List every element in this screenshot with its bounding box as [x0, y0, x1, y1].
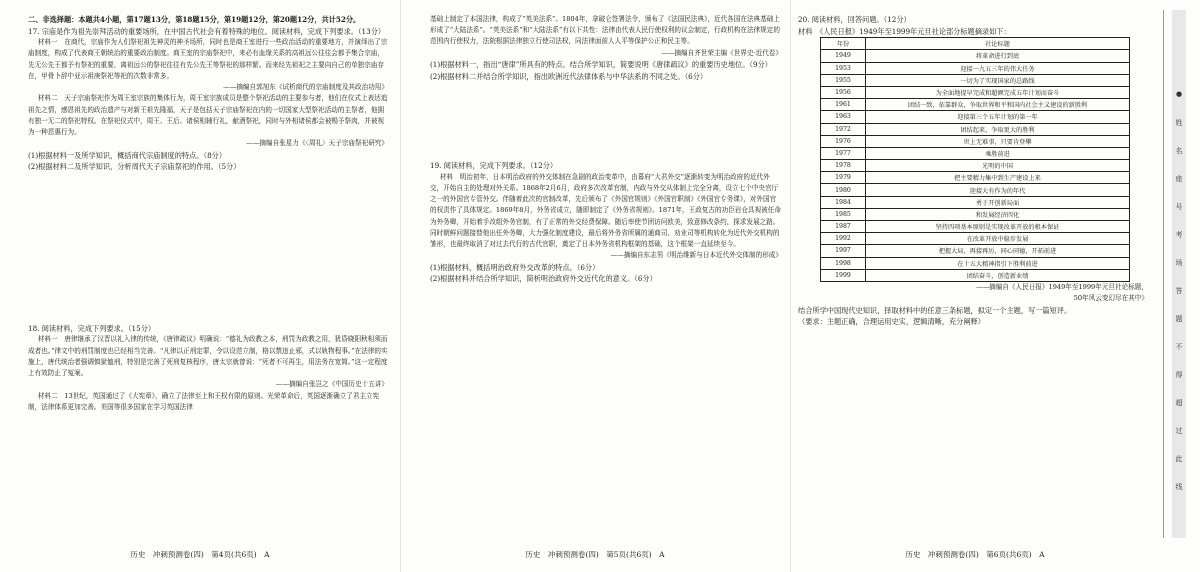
- table-header-title: 社论标题: [866, 38, 1130, 50]
- row-year: 1979: [821, 172, 866, 184]
- q20-requirement-note: （要求：主题正确，合理运用史实，逻辑清晰，充分阐释）: [798, 317, 985, 327]
- row-title: 光明的中国: [866, 160, 1130, 172]
- row-title: 世上无难事，只要肯登攀: [866, 135, 1130, 147]
- q17-material-2: 材料二 天子宗庙祭祀作为周王室宗族的集体行为，周王室宗族成员是整个祭祀活动的主要参与者，他们在仪式上表达追祖先之情，感恩祖先的政治遗产与对新王祖先隆福，天子是包括天子宗庙祭祀在内的一切国家大型祭祀活动的主祭者，他拥有独一无二的祭祀特权。在祭祀仪式中，周王、王后、诸侯相辅行礼，献酒祭祀，同时与外相诸侯都会被赐予祭肉，并被视为一种恩惠行为。: [28, 94, 388, 137]
- seal-char: 座: [1175, 175, 1183, 183]
- q20-source-line-2: 50年风云变幻尽在其中》: [1073, 294, 1148, 303]
- q17-requirement-2: (2)根据材料二及所学知识，分析周代天子宗庙祭祀的作用。（5分）: [28, 162, 241, 172]
- row-title: 团结一致，依靠群众，争取世界和平和国内社会主义建设的新胜利: [866, 99, 1130, 111]
- q17-material-1-source: ——摘编自郭旭东《试析商代的宗庙制度及其政治功用》: [223, 83, 388, 91]
- row-title: 迎接一九五三年的伟大任务: [866, 62, 1130, 74]
- seal-char: 考: [1175, 231, 1183, 239]
- page-4: [0, 0, 400, 572]
- seal-char: 号: [1175, 203, 1183, 211]
- row-title: 勇于开创新局面: [866, 196, 1130, 208]
- q18-requirement-1: (1)根据材料一，指出“唐律”所具有的特点。结合所学知识，简要说明《唐律疏议》的重要历史地位。（9分）: [430, 60, 772, 70]
- row-title: 为全面地提早完成和超额完成五年计划而奋斗: [866, 86, 1130, 98]
- q18-material-2-continued: 基础上制定了本国法律，构成了“英美法系”。1804年，拿破仑签署法令，颁布了《法国民法典》，近代各国在法典基础上形成了“大陆法系”。“英美法系”和“大陆法系”有以下共性：法律由代表人民行使权利的议会制定，行政机构在法律规定的范围内行使权力，法院根据法律独立行使司法权，同法律面前人人平等保护公正和民主等。: [430, 15, 780, 46]
- q18-material-2: 材料二 13世纪，英国通过了《大宪章》，确立了法律至上和王权有限的原则。光荣革命后，英国逐渐确立了君主立宪制，法律体系更加完善。美国等很多国家在学习英国法律: [28, 391, 380, 411]
- q17-requirement-1: (1)根据材料一及所学知识，概括商代宗庙制度的特点。（8分）: [28, 150, 227, 160]
- row-title: 把主要精力集中到生产建设上来: [866, 172, 1130, 184]
- row-year: 1977: [821, 147, 866, 159]
- seal-char: 超: [1175, 399, 1183, 407]
- q20-requirement: 结合所学中国现代史知识，择取材料中的任意三条标题，拟定一个主题，写一篇短评。: [798, 305, 1072, 315]
- row-title: 在改革开放中稳步发展: [866, 233, 1130, 245]
- q18-material-2-source: ——摘编自齐世荣主编《世界史·近代卷》: [661, 48, 782, 57]
- row-year: 1985: [821, 208, 866, 220]
- row-title: 迎接第三个五年计划的第一年: [866, 111, 1130, 123]
- row-title: 团结起来，争取更大的胜利: [866, 123, 1130, 135]
- row-year: 1961: [821, 99, 866, 111]
- table-row: [821, 257, 1130, 269]
- seal-char: 题: [1175, 315, 1183, 323]
- table-row: [821, 147, 1130, 159]
- row-year: 1984: [821, 196, 866, 208]
- table-row: [821, 62, 1130, 74]
- table-row: [821, 196, 1130, 208]
- seal-char: 过: [1175, 427, 1183, 435]
- page-6: [790, 0, 1160, 572]
- page-5: [400, 0, 790, 572]
- table-row: [821, 99, 1130, 111]
- row-title: 将革命进行到底: [866, 50, 1130, 62]
- row-year: 1956: [821, 86, 866, 98]
- table-row: [821, 208, 1130, 220]
- q18-material-1: 材料一 唐律继承了汉晋以礼入律的传统，《唐律疏议》明确说：“德礼为政教之本，刑罚为政教之用，犹昏晓阳秋相须而成者也。”律文中的刑罚制度也已经相当完善。“凡律以正刑定罪，令以设范立制，格以禁违止邪，式以轨物程事。”在法律的实施上，唐代统治者强调慎狱恤刑，特别是完善了死刑复核程序，唐太宗就曾说：“死者不可再生，用法务在宽简。”这一定程度上有效防止了冤案。: [28, 335, 388, 378]
- table-row: [821, 160, 1130, 172]
- table-row: [821, 172, 1130, 184]
- table-row: [821, 245, 1130, 257]
- seal-char: 不: [1175, 343, 1183, 351]
- table-row: [821, 269, 1130, 281]
- row-year: 1980: [821, 184, 866, 196]
- page-5-footer: 历史 冲刺预测卷(四) 第5页(共6页) A: [525, 550, 665, 559]
- row-year: 1949: [821, 50, 866, 62]
- q19-requirement-1: (1)根据材料，概括明治政府外交改革的特点。（6分）: [430, 262, 600, 272]
- page-6-column: [798, 14, 1148, 328]
- table-row: [821, 221, 1130, 233]
- table-row: [821, 86, 1130, 98]
- table-header-row: [821, 38, 1130, 50]
- row-year: 1999: [821, 269, 866, 281]
- table-row: [821, 135, 1130, 147]
- page-6-footer: 历史 冲刺预测卷(四) 第6页(共6页) A: [905, 550, 1045, 559]
- row-title: 一切为了实现国家的总路线: [866, 74, 1130, 86]
- seal-char: 答: [1175, 287, 1183, 295]
- seal-char: 得: [1175, 371, 1183, 379]
- row-title: 和发展经济四化: [866, 208, 1130, 220]
- table-row: [821, 123, 1130, 135]
- q19-requirement-2: (2)根据材料并结合所学知识，简析明治政府外交近代化的意义。（6分）: [430, 274, 657, 284]
- seal-char: ●: [1175, 90, 1183, 98]
- row-title: 乘胜前进: [866, 147, 1130, 159]
- q18-material-1-source: ——摘编自张岂之《中国历史十五讲》: [275, 380, 388, 389]
- row-title: 团结奋斗，创造新业绩: [866, 269, 1130, 281]
- page-4-footer: 历史 冲刺预测卷(四) 第4页(共6页) A: [130, 550, 270, 559]
- row-year: 1953: [821, 62, 866, 74]
- table-row: [821, 184, 1130, 196]
- q19-material-source: ——摘编自东志男《明治维新与日本近代外交体制的形成》: [610, 251, 782, 260]
- table-row: [821, 74, 1130, 86]
- q18-stem: 18. 阅读材料，完成下列要求。（15分）: [28, 323, 156, 333]
- row-year: 1998: [821, 257, 866, 269]
- row-year: 1976: [821, 135, 866, 147]
- row-title: 迎接大有作为的年代: [866, 184, 1130, 196]
- row-year: 1992: [821, 233, 866, 245]
- seal-char: 名: [1175, 147, 1183, 155]
- binding-seal-strip: [1163, 10, 1194, 538]
- seal-char: 姓: [1175, 119, 1183, 127]
- q20-stem: 20. 阅读材料，回答问题。（12分）: [798, 15, 911, 24]
- q17-material-2-source: ——摘编自张星力《〈周礼〉天子宗庙祭祀研究》: [246, 139, 388, 148]
- page-4-column: [28, 14, 388, 413]
- row-title: 把握大局，再接再厉，同心同德，开拓前进: [866, 245, 1130, 257]
- row-title: 坚持四项基本原则是实现改革开放的根本保证: [866, 221, 1130, 233]
- row-year: 1963: [821, 111, 866, 123]
- table-header-year: 年份: [821, 38, 866, 50]
- q17-stem: 17. 宗庙是作为祖先崇拜活动的重要场所，在中国古代社会有着特殊的地位。阅读材料，完成下列要求。（13分）: [28, 26, 386, 36]
- seal-char: 此: [1175, 455, 1183, 463]
- section-header: 二、非选择题：本题共4小题，第17题13分，第18题15分，第19题12分，第20题12分，共计52分。: [28, 15, 361, 24]
- q20-material-intro: 材料 《人民日报》1949年至1999年元旦社论部分标题摘录如下：: [798, 26, 1011, 36]
- q17-material-1: 材料一 在商代，宗庙作为人们祭祀祖先神灵的神圣场所，同时也是商王室进行一些政治活动的重要地方，并演绎出了宗庙制度，构成了代表商王朝统治的重要政治制度。商王室的宗庙祭祀中，来必有血缘关系的高祖远公往往会都予集合宗庙，先无公先王都予有祭祀的重要，离祖远公的祭祀往往有先公先王等祭祀的那样繁。而来经先祖祀之主要向自己的单独宗庙存在，甲骨卜辞中亚示祖庚祭祀等祀的次数非常多。: [28, 38, 388, 80]
- table-row: [821, 233, 1130, 245]
- q18-requirement-2: (2)根据材料二并结合所学知识，指出欧洲近代法律体系与中华法系的不同之处。（6分）: [430, 71, 708, 81]
- q19-material: 材料 明治初年，日本明治政府的外交体制在急剧的政治变革中，由幕府“大君外交”逐渐转变为明治政府的近代外交，开始自主的处理对外关系。1868年2月6月，政府多次改革官制，内政与外交从体制上完全分离，设立七个中央官厅之一的外国官专管外交。伴随着此次的官制改革，先后颁布了《外国官规则》《外国官职制》《外国官专务课》，对外国官的权责作了具体规定。1869年8月，外务省成立，随即制定了《外务省规则》。1871年，王政复古的功臣岩仓具视被任命为外务卿，开始着手改组外务官制，有了正常的外交经费保障。随后率使节团访问欧美，致意修改条约，探求发展之路。同时朝鲜问题接替他出任外务卿，大力强化制度建设，最后将外务省所属的通商司、劝业司等机构转化为近代外交机构的雏形，也最终取消了对过去代行的古代官职，奠定了日本外务省机构框架的基础，这个框架一直延续至今。: [430, 172, 781, 249]
- row-year: 1978: [821, 160, 866, 172]
- page-5-column: [430, 14, 782, 285]
- row-year: 1987: [821, 221, 866, 233]
- table-row: [821, 50, 1130, 62]
- row-year: 1955: [821, 74, 866, 86]
- seal-char: 线: [1175, 483, 1183, 491]
- row-year: 1972: [821, 123, 866, 135]
- q19-stem: 19. 阅读材料，完成下列要求。（12分）: [430, 161, 558, 171]
- row-title: 在十五大精神指引下胜利前进: [866, 257, 1130, 269]
- q20-source-line-1: ——摘编自《人民日报》1949年至1999年元旦社论标题，: [975, 282, 1148, 291]
- editorial-titles-table: [820, 37, 1130, 282]
- seal-char: 场: [1175, 259, 1183, 267]
- row-year: 1997: [821, 245, 866, 257]
- table-row: [821, 111, 1130, 123]
